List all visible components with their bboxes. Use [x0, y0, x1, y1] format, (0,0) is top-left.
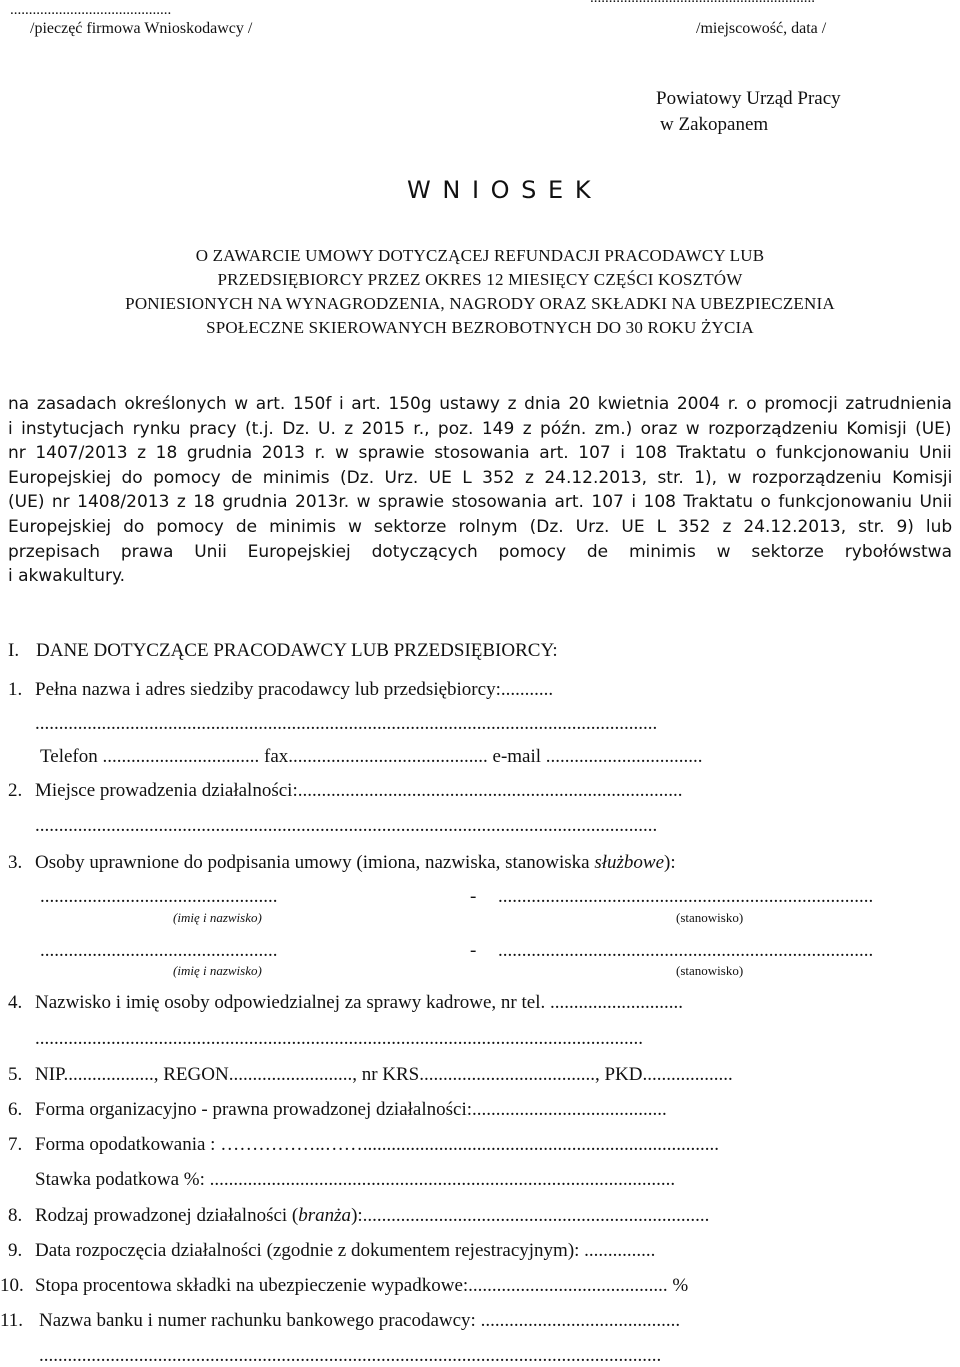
item-number: 2.: [8, 780, 23, 801]
legal-line: i akwakultury.: [8, 566, 125, 587]
signatory-1-position-field[interactable]: ...............................................................................: [498, 886, 874, 907]
form-item-6[interactable]: [8, 1099, 952, 1121]
item-number: 11.: [0, 1310, 24, 1331]
item-label-italic: służbowe: [594, 852, 665, 873]
form-item-4-continuation[interactable]: ................................................................................................................................: [35, 1028, 643, 1049]
form-item-1-continuation[interactable]: ...................................................................................................................................: [35, 713, 658, 734]
signatory-2-position-field[interactable]: ...............................................................................: [498, 940, 874, 961]
item-label: Nazwa banku i numer rachunku bankowego pracodawcy: ..........................................: [39, 1310, 681, 1331]
stamp-dots: ...........................................: [10, 2, 172, 18]
tax-rate-field[interactable]: Stawka podatkowa %: ..................................................................................................: [35, 1169, 676, 1190]
document-title: W N I O S E K: [407, 176, 593, 204]
signatory-2-name-field[interactable]: ..................................................: [40, 940, 278, 961]
legal-line: nr 1407/2013 z 18 grudnia 2013 r. w sprawie stosowania art. 107 i 108 Traktatu o funkcjonowaniu Unii: [8, 443, 952, 464]
form-item-9[interactable]: [8, 1240, 952, 1262]
item-number: 10.: [0, 1275, 24, 1296]
item-label: Pełna nazwa i adres siedziby pracodawcy lub przedsiębiorcy:...........: [35, 679, 554, 700]
item-label-italic: branża: [298, 1205, 352, 1226]
item-label: NIP..................., REGON.........................., nr KRS....................................., PKD...................: [35, 1064, 733, 1085]
subtitle-line: O ZAWARCIE UMOWY DOTYCZĄCEJ REFUNDACJI PRACODAWCY LUB: [195, 246, 765, 265]
form-item-3: [8, 852, 952, 874]
form-item-11[interactable]: [0, 1310, 952, 1332]
section-title: DANE DOTYCZĄCE PRACODAWCY LUB PRZEDSIĘBIORCY:: [36, 640, 558, 661]
form-item-1[interactable]: [8, 679, 952, 701]
caption-name: (imię i nazwisko): [173, 963, 262, 978]
item-label: Forma opodatkowania : ……………..……...........................................................................: [35, 1134, 719, 1155]
subtitle-line: PONIESIONYCH NA WYNAGRODZENIA, NAGRODY ORAZ SKŁADKI NA UBEZPIECZENIA: [125, 294, 835, 313]
signatory-2-dash: -: [470, 940, 477, 961]
item-number: 6.: [8, 1099, 23, 1120]
form-item-10[interactable]: [0, 1275, 952, 1297]
item-label: Miejsce prowadzenia działalności:.................................................................................: [35, 780, 683, 801]
form-item-5[interactable]: [8, 1064, 952, 1086]
caption-position: (stanowisko): [676, 963, 744, 978]
form-item-2[interactable]: [8, 780, 952, 802]
item-label-end: ):: [664, 852, 676, 873]
item-number: 5.: [8, 1064, 23, 1085]
legal-line: przepisach prawa Unii Europejskiej dotyczących pomocy de minimis w sektorze rybołówstwa: [8, 541, 952, 562]
item-label-end: ):.........................................................................: [351, 1205, 710, 1226]
item-number: 8.: [8, 1205, 23, 1226]
document-subtitle: [0, 244, 960, 340]
signatory-1-dash: -: [470, 886, 477, 907]
section-heading: [8, 640, 558, 662]
legal-line: Europejskiej do pomocy de minimis w sektorze rolnym (Dz. Urz. UE L 352 z 24.12.2013, str. 9) lub: [8, 516, 953, 537]
legal-line: Europejskiej do pomocy de minimis (Dz. Urz. UE L 352 z 24.12.2013, str. 1), w rozporządzeniu Komisji: [8, 467, 953, 488]
section-number: I.: [8, 640, 20, 661]
place-dots: [590, 0, 815, 7]
phone-fax-email-line[interactable]: Telefon ................................. fax.......................................... e-mail .................................: [40, 746, 703, 767]
item-label: Osoby uprawnione do podpisania umowy (imiona, nazwiska, stanowiska: [35, 852, 595, 873]
item-label: Rodzaj prowadzonej działalności (: [35, 1205, 299, 1226]
form-item-2-continuation[interactable]: ...................................................................................................................................: [35, 815, 658, 836]
item-label: Forma organizacyjno - prawna prowadzonej działalności:.........................................: [35, 1099, 667, 1120]
item-number: 7.: [8, 1134, 23, 1155]
subtitle-line: SPOŁECZNE SKIEROWANYCH BEZROBOTNYCH DO 30 ROKU ŻYCIA: [206, 318, 754, 337]
item-number: 4.: [8, 992, 23, 1013]
addressee-line1: Powiatowy Urząd Pracy: [656, 88, 841, 109]
place-label: /miejscowość, data /: [696, 20, 827, 37]
signatory-1-name-field[interactable]: ..................................................: [40, 886, 278, 907]
item-number: 3.: [8, 852, 23, 873]
item-number: 1.: [8, 679, 23, 700]
stamp-label: /pieczęć firmowa Wnioskodawcy /: [30, 20, 253, 37]
form-item-11-continuation[interactable]: ...................................................................................................................................: [39, 1345, 662, 1366]
item-label: Nazwisko i imię osoby odpowiedzialnej za sprawy kadrowe, nr tel. ............................: [35, 992, 683, 1013]
item-number: 9.: [8, 1240, 23, 1261]
caption-name: (imię i nazwisko): [173, 910, 262, 925]
subtitle-line: PRZEDSIĘBIORCY PRZEZ OKRES 12 MIESIĘCY CZĘŚCI KOSZTÓW: [217, 270, 743, 289]
legal-line: i instytucjach rynku pracy (t.j. Dz. U. z 2015 r., poz. 149 z późn. zm.) oraz w rozporządzeniu Komisji (UE): [8, 418, 952, 439]
form-item-4[interactable]: [8, 992, 952, 1014]
legal-line: (UE) nr 1408/2013 z 18 grudnia 2013r. w sprawie stosowania art. 107 i 108 Traktatu o funkcjonowaniu Unii: [8, 492, 953, 513]
legal-line: na zasadach określonych w art. 150f i art. 150g ustawy z dnia 20 kwietnia 2004 r. o promocji zatrudnienia: [8, 394, 952, 414]
legal-basis-paragraph: [8, 392, 952, 589]
addressee-line2: w Zakopanem: [660, 114, 769, 135]
item-label: Data rozpoczęcia działalności (zgodnie z dokumentem rejestracyjnym): ...............: [35, 1240, 656, 1261]
form-item-7[interactable]: [8, 1134, 952, 1156]
caption-position: (stanowisko): [676, 910, 744, 925]
item-label: Stopa procentowa składki na ubezpieczenie wypadkowe:.......................................... %: [35, 1275, 689, 1296]
form-item-8[interactable]: [8, 1205, 952, 1227]
